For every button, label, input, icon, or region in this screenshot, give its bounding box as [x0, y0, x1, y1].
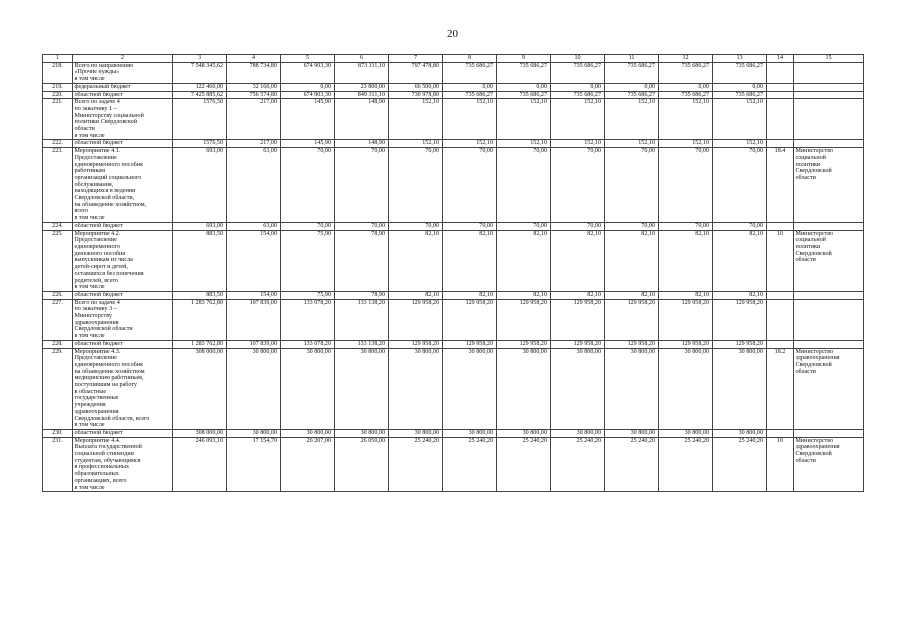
table-row	[43, 91, 864, 99]
table-cell-col-3: 1 283 762,80	[173, 299, 227, 340]
table-cell-col-9: 30 800,00	[497, 429, 551, 437]
table-cell-col-7: 30 800,00	[389, 429, 443, 437]
table-row	[43, 437, 864, 492]
table-cell-col-2: областной бюджет	[73, 291, 173, 299]
table-cell-col-14: 10	[767, 437, 794, 492]
table-cell-col-2: областной бюджет	[73, 222, 173, 230]
table-cell-col-7: 152,10	[389, 99, 443, 140]
table-cell-col-5: 75,90	[281, 291, 335, 299]
table-cell-col-6: 873 111,10	[335, 62, 389, 83]
table-cell-col-14: 18.2	[767, 348, 794, 429]
table-cell-col-2: федеральный бюджет	[73, 83, 173, 91]
table-cell-col-7: 129 958,20	[389, 299, 443, 340]
table-cell-col-9: 30 800,00	[497, 348, 551, 429]
table-cell-col-15	[794, 99, 864, 140]
table-cell-col-15	[794, 140, 864, 148]
table-cell-col-10: 70,00	[551, 148, 605, 223]
table-cell-col-5: 70,00	[281, 222, 335, 230]
table-cell-col-10: 70,00	[551, 222, 605, 230]
table-cell-col-12: 0,00	[659, 83, 713, 91]
table-cell-col-3: 246 093,10	[173, 437, 227, 492]
table-cell-col-15	[794, 91, 864, 99]
table-cell-col-8: 152,10	[443, 140, 497, 148]
table-cell-col-4: 30 800,00	[227, 348, 281, 429]
table-cell-col-12: 129 958,20	[659, 340, 713, 348]
table-cell-col-1: 220.	[43, 91, 73, 99]
table-cell-col-1: 223.	[43, 148, 73, 223]
table-cell-col-14	[767, 83, 794, 91]
table-cell-col-3: 1 283 762,80	[173, 340, 227, 348]
table-cell-col-3: 883,50	[173, 291, 227, 299]
table-cell-col-2: областной бюджет	[73, 340, 173, 348]
table-cell-col-4: 217,00	[227, 99, 281, 140]
table-cell-col-11: 0,00	[605, 83, 659, 91]
table-cell-col-11: 70,00	[605, 148, 659, 223]
table-row	[43, 222, 864, 230]
table-cell-col-14	[767, 429, 794, 437]
table-cell-col-3: 7 548 345,62	[173, 62, 227, 83]
table-cell-col-12: 82,10	[659, 230, 713, 291]
table-cell-col-12: 25 240,20	[659, 437, 713, 492]
table-cell-col-4: 107 839,00	[227, 299, 281, 340]
table-cell-col-3: 693,00	[173, 148, 227, 223]
table-cell-col-5: 30 800,00	[281, 429, 335, 437]
table-cell-col-11: 735 686,27	[605, 91, 659, 99]
table-cell-col-4: 154,00	[227, 291, 281, 299]
table-cell-col-6: 78,90	[335, 291, 389, 299]
table-cell-col-15	[794, 291, 864, 299]
table-cell-col-7: 30 800,00	[389, 348, 443, 429]
table-cell-col-8: 70,00	[443, 148, 497, 223]
table-cell-col-9: 129 958,20	[497, 340, 551, 348]
table-cell-col-2: Всего по направлению «Прочие нужды» в том числе	[73, 62, 173, 83]
table-cell-col-4: 30 800,00	[227, 429, 281, 437]
table-cell-col-7: 797 478,80	[389, 62, 443, 83]
table-cell-col-11: 735 686,27	[605, 62, 659, 83]
table-cell-col-15	[794, 299, 864, 340]
table-cell-col-5: 133 078,20	[281, 299, 335, 340]
table-cell-col-12: 30 800,00	[659, 429, 713, 437]
table-cell-col-8: 70,00	[443, 222, 497, 230]
table-cell-col-6: 26 050,00	[335, 437, 389, 492]
table-cell-col-9: 0,00	[497, 83, 551, 91]
table-cell-col-13: 70,00	[713, 222, 767, 230]
table-cell-col-2: Всего по задаче 4 по заказчику 1 – Министерству социальной политики Свердловской области в том числе	[73, 99, 173, 140]
table-cell-col-10: 30 800,00	[551, 429, 605, 437]
table-cell-col-15	[794, 62, 864, 83]
table-cell-col-8: 30 800,00	[443, 429, 497, 437]
table-cell-col-11: 129 958,20	[605, 299, 659, 340]
table-cell-col-6: 148,90	[335, 99, 389, 140]
table-cell-col-2: Мероприятие 4.1. Предоставление единовременного пособия работникам организаций социального обслуживания, находящихся в ведении Свердловской области, на обзаведение хозяйством, всего в том числе	[73, 148, 173, 223]
table-cell-col-14	[767, 291, 794, 299]
table-cell-col-5: 145,90	[281, 99, 335, 140]
table-cell-col-8: 30 800,00	[443, 348, 497, 429]
table-cell-col-6: 23 800,00	[335, 83, 389, 91]
table-cell-col-8: 735 686,27	[443, 62, 497, 83]
table-cell-col-1: 228.	[43, 340, 73, 348]
table-cell-col-6: 30 800,00	[335, 429, 389, 437]
table-cell-col-3: 308 000,00	[173, 348, 227, 429]
table-cell-col-3: 308 000,00	[173, 429, 227, 437]
table-cell-col-10: 735 686,27	[551, 91, 605, 99]
table-cell-col-11: 30 800,00	[605, 429, 659, 437]
table-cell-col-13: 30 800,00	[713, 348, 767, 429]
table-cell-col-6: 30 800,00	[335, 348, 389, 429]
table-cell-col-1: 222.	[43, 140, 73, 148]
table-cell-col-2: Всего по задаче 4 по заказчику 3 – Министерству здравоохранения Свердловской области в том числе	[73, 299, 173, 340]
table-cell-col-1: 229.	[43, 348, 73, 429]
table-cell-col-12: 152,10	[659, 99, 713, 140]
table-cell-col-6: 148,90	[335, 140, 389, 148]
table-cell-col-9: 70,00	[497, 222, 551, 230]
table-row	[43, 299, 864, 340]
table-cell-col-9: 152,10	[497, 140, 551, 148]
table-cell-col-2: областной бюджет	[73, 91, 173, 99]
table-cell-col-1: 225.	[43, 230, 73, 291]
table-cell-col-1: 221.	[43, 99, 73, 140]
table-cell-col-9: 735 686,27	[497, 91, 551, 99]
table-cell-col-10: 152,10	[551, 99, 605, 140]
table-cell-col-8: 0,00	[443, 83, 497, 91]
table-cell-col-14	[767, 140, 794, 148]
table-cell-col-15: Министерство здравоохранения Свердловской области	[794, 348, 864, 429]
table-cell-col-12: 70,00	[659, 148, 713, 223]
table-cell-col-10: 735 686,27	[551, 62, 605, 83]
table-cell-col-15	[794, 222, 864, 230]
table-cell-col-6: 133 138,20	[335, 299, 389, 340]
table-cell-col-7: 7	[389, 55, 443, 63]
table-cell-col-10: 129 958,20	[551, 340, 605, 348]
table-cell-col-13: 735 686,27	[713, 91, 767, 99]
table-cell-col-13: 129 958,20	[713, 299, 767, 340]
table-cell-col-10: 129 958,20	[551, 299, 605, 340]
table-cell-col-5: 75,90	[281, 230, 335, 291]
table-cell-col-5: 133 078,20	[281, 340, 335, 348]
table-row	[43, 230, 864, 291]
table-cell-col-13: 70,00	[713, 148, 767, 223]
table-cell-col-13: 129 958,20	[713, 340, 767, 348]
table-cell-col-13: 13	[713, 55, 767, 63]
table-cell-col-5: 0,00	[281, 83, 335, 91]
table-cell-col-4: 217,00	[227, 140, 281, 148]
table-cell-col-7: 70,00	[389, 148, 443, 223]
table-cell-col-10: 25 240,20	[551, 437, 605, 492]
table-cell-col-15: 15	[794, 55, 864, 63]
table-cell-col-3: 3	[173, 55, 227, 63]
table-cell-col-10: 82,10	[551, 230, 605, 291]
table-cell-col-12: 70,00	[659, 222, 713, 230]
table-cell-col-9: 70,00	[497, 148, 551, 223]
table-cell-col-8: 82,10	[443, 230, 497, 291]
table-cell-col-13: 25 240,20	[713, 437, 767, 492]
table-cell-col-1: 1	[43, 55, 73, 63]
table-cell-col-2: Мероприятие 4.2. Предоставление единовременного денежного пособия выпускникам из числа детей-сирот и детей, оставшихся без попечения родителей, всего в том числе	[73, 230, 173, 291]
table-cell-col-4: 756 574,80	[227, 91, 281, 99]
table-cell-col-6: 70,00	[335, 222, 389, 230]
table-cell-col-15: Министерство социальной политики Свердловской области	[794, 148, 864, 223]
table-cell-col-15: Министерство здравоохранения Свердловской области	[794, 437, 864, 492]
table-cell-col-14	[767, 340, 794, 348]
table-cell-col-3: 1576,50	[173, 140, 227, 148]
table-cell-col-11: 30 800,00	[605, 348, 659, 429]
table-cell-col-14	[767, 222, 794, 230]
table-cell-col-8: 8	[443, 55, 497, 63]
table-cell-col-13: 735 686,27	[713, 62, 767, 83]
table-cell-col-5: 674 903,30	[281, 62, 335, 83]
table-cell-col-9: 25 240,20	[497, 437, 551, 492]
table-cell-col-5: 674 903,30	[281, 91, 335, 99]
table-cell-col-15: Министерство социальной политики Свердловской области	[794, 230, 864, 291]
table-cell-col-2: областной бюджет	[73, 429, 173, 437]
table-cell-col-9: 9	[497, 55, 551, 63]
table-cell-col-14	[767, 62, 794, 83]
table-cell-col-15	[794, 83, 864, 91]
table-cell-col-13: 152,10	[713, 140, 767, 148]
table-cell-col-12: 82,10	[659, 291, 713, 299]
table-cell-col-3: 883,50	[173, 230, 227, 291]
page-number: 20	[447, 28, 458, 40]
table-cell-col-14: 14	[767, 55, 794, 63]
table-cell-col-4: 32 160,00	[227, 83, 281, 91]
table-cell-col-14: 18.4	[767, 148, 794, 223]
table-cell-col-11: 11	[605, 55, 659, 63]
table-cell-col-10: 82,10	[551, 291, 605, 299]
table-cell-col-4: 63,00	[227, 222, 281, 230]
table-cell-col-6: 133 138,20	[335, 340, 389, 348]
table-cell-col-13: 82,10	[713, 230, 767, 291]
table-cell-col-15	[794, 429, 864, 437]
table-cell-col-14	[767, 299, 794, 340]
table-cell-col-3: 122 460,00	[173, 83, 227, 91]
table-cell-col-12: 129 958,20	[659, 299, 713, 340]
budget-table	[42, 54, 864, 492]
table-row	[43, 83, 864, 91]
table-cell-col-4: 107 839,00	[227, 340, 281, 348]
table-cell-col-1: 224.	[43, 222, 73, 230]
table-cell-col-3: 1576,50	[173, 99, 227, 140]
table-cell-col-13: 0,00	[713, 83, 767, 91]
table-cell-col-11: 152,10	[605, 99, 659, 140]
table-cell-col-12: 735 686,27	[659, 91, 713, 99]
table-cell-col-8: 82,10	[443, 291, 497, 299]
table-cell-col-3: 693,00	[173, 222, 227, 230]
table-row	[43, 291, 864, 299]
table-cell-col-6: 78,90	[335, 230, 389, 291]
table-cell-col-7: 25 240,20	[389, 437, 443, 492]
table-row	[43, 62, 864, 83]
table-cell-col-13: 30 800,00	[713, 429, 767, 437]
table-cell-col-14: 10	[767, 230, 794, 291]
table-cell-col-14	[767, 99, 794, 140]
table-cell-col-2: 2	[73, 55, 173, 63]
table-cell-col-12: 30 800,00	[659, 348, 713, 429]
table-cell-col-9: 152,10	[497, 99, 551, 140]
table-cell-col-7: 82,10	[389, 230, 443, 291]
table-cell-col-1: 226.	[43, 291, 73, 299]
table-header-row	[43, 55, 864, 63]
table-cell-col-9: 82,10	[497, 291, 551, 299]
table-cell-col-1: 227.	[43, 299, 73, 340]
table-cell-col-8: 735 686,27	[443, 91, 497, 99]
table-cell-col-2: областной бюджет	[73, 140, 173, 148]
table-body	[43, 55, 864, 492]
table-cell-col-8: 129 958,20	[443, 340, 497, 348]
table-cell-col-11: 129 958,20	[605, 340, 659, 348]
table-cell-col-5: 30 800,00	[281, 348, 335, 429]
table-cell-col-11: 25 240,20	[605, 437, 659, 492]
table-cell-col-5: 26 207,00	[281, 437, 335, 492]
table-cell-col-9: 82,10	[497, 230, 551, 291]
table-row	[43, 340, 864, 348]
table-cell-col-15	[794, 340, 864, 348]
table-cell-col-11: 152,10	[605, 140, 659, 148]
table-cell-col-7: 66 500,00	[389, 83, 443, 91]
table-row	[43, 148, 864, 223]
table-cell-col-4: 4	[227, 55, 281, 63]
table-cell-col-2: Мероприятие 4.3. Предоставление единовременного пособия на обзаведение хозяйством медицинским работникам, поступившим на работу в областные государственные учреждения здравоохранения Свердловской области, всего в том числе	[73, 348, 173, 429]
table-cell-col-3: 7 425 885,62	[173, 91, 227, 99]
table-cell-col-10: 30 800,00	[551, 348, 605, 429]
table-cell-col-11: 70,00	[605, 222, 659, 230]
table-cell-col-1: 230.	[43, 429, 73, 437]
table-cell-col-13: 82,10	[713, 291, 767, 299]
table-cell-col-14	[767, 91, 794, 99]
table-cell-col-7: 82,10	[389, 291, 443, 299]
table-cell-col-8: 25 240,20	[443, 437, 497, 492]
table-cell-col-1: 231.	[43, 437, 73, 492]
table-cell-col-12: 152,10	[659, 140, 713, 148]
table-row	[43, 99, 864, 140]
table-cell-col-4: 63,00	[227, 148, 281, 223]
table-cell-col-2: Мероприятие 4.4. Выплата государственной социальной стипендии студентам, обучающимся в профессиональных образовательных организациях, всего в том числе	[73, 437, 173, 492]
table-cell-col-11: 82,10	[605, 291, 659, 299]
table-cell-col-7: 70,00	[389, 222, 443, 230]
table-cell-col-1: 219.	[43, 83, 73, 91]
table-cell-col-5: 5	[281, 55, 335, 63]
table-cell-col-6: 6	[335, 55, 389, 63]
table-cell-col-10: 10	[551, 55, 605, 63]
table-cell-col-4: 17 154,70	[227, 437, 281, 492]
table-cell-col-12: 735 686,27	[659, 62, 713, 83]
table-cell-col-4: 154,00	[227, 230, 281, 291]
table-cell-col-7: 129 958,20	[389, 340, 443, 348]
table-row	[43, 348, 864, 429]
table-cell-col-6: 849 311,10	[335, 91, 389, 99]
table-cell-col-11: 82,10	[605, 230, 659, 291]
table-cell-col-6: 70,00	[335, 148, 389, 223]
table-cell-col-12: 12	[659, 55, 713, 63]
table-cell-col-8: 129 958,20	[443, 299, 497, 340]
table-cell-col-9: 129 958,20	[497, 299, 551, 340]
table-cell-col-10: 0,00	[551, 83, 605, 91]
table-cell-col-13: 152,10	[713, 99, 767, 140]
table-cell-col-9: 735 686,27	[497, 62, 551, 83]
table-row	[43, 429, 864, 437]
table-cell-col-5: 145,90	[281, 140, 335, 148]
table-cell-col-7: 730 978,80	[389, 91, 443, 99]
table-cell-col-4: 788 734,80	[227, 62, 281, 83]
table-cell-col-7: 152,10	[389, 140, 443, 148]
table-cell-col-5: 70,00	[281, 148, 335, 223]
table-row	[43, 140, 864, 148]
table-cell-col-8: 152,10	[443, 99, 497, 140]
table-cell-col-10: 152,10	[551, 140, 605, 148]
table-cell-col-1: 218.	[43, 62, 73, 83]
